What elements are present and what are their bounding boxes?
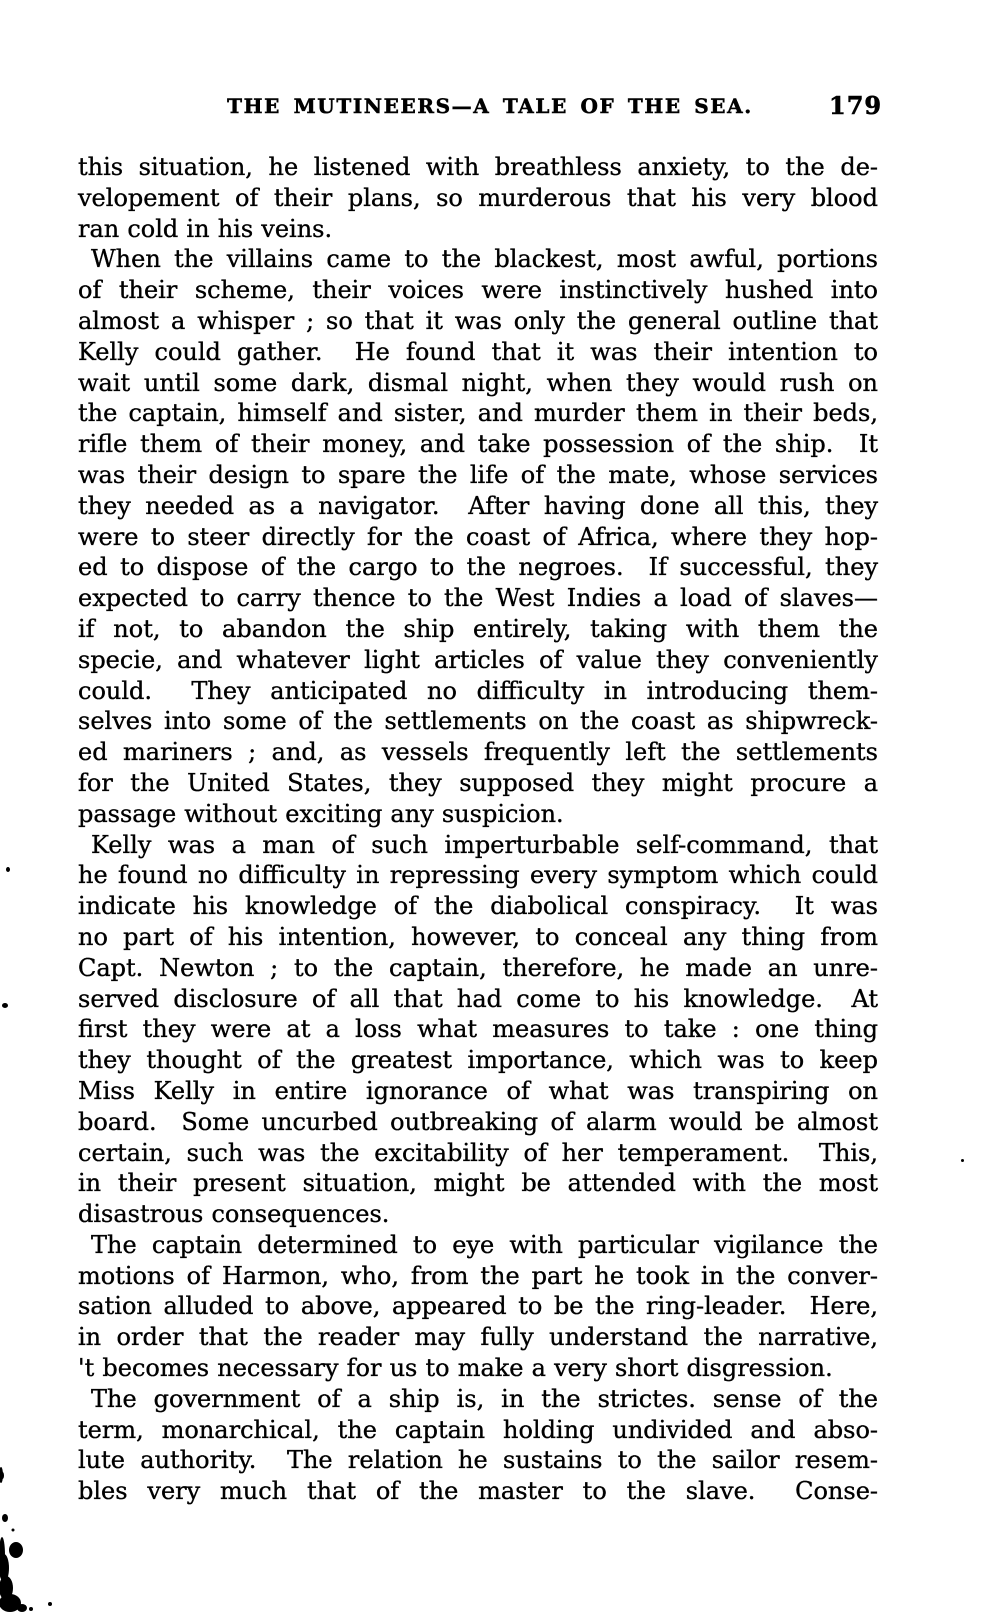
text-line: no part of his intention, however, to conceal any thing from [78, 922, 878, 951]
text-line: ed to dispose of the cargo to the negroes. If successful, they [78, 553, 878, 582]
running-header-title: THE MUTINEERS—A TALE OF THE SEA. [227, 94, 753, 118]
text-line: bles very much that of the master to the slave. Conse- [78, 1477, 878, 1506]
text-line: he found no difficulty in repressing every symptom which could [78, 861, 878, 890]
text-line: wait until some dark, dismal night, when they would rush on [78, 368, 878, 397]
text-line: indicate his knowledge of the diabolical conspiracy. It was [78, 892, 878, 921]
text-line: expected to carry thence to the West Indies a load of slaves— [78, 584, 878, 613]
text-line: passage without exciting any suspicion. [78, 799, 564, 828]
text-line: term, monarchical, the captain holding undivided and abso- [78, 1415, 878, 1444]
text-line: they thought of the greatest importance, which was to keep [78, 1046, 878, 1075]
text-line: almost a whisper ; so that it was only the general outline that [78, 306, 878, 335]
text-line: specie, and whatever light articles of value they conveniently [78, 645, 878, 674]
ink-speck [961, 1159, 964, 1162]
text-line: in order that the reader may fully understand the narrative, [78, 1323, 878, 1352]
text-line: first they were at a loss what measures to take : one thing [78, 1015, 878, 1044]
page-number: 179 [829, 91, 883, 120]
text-line: selves into some of the settlements on the coast as shipwreck- [78, 707, 878, 736]
text-line: of their scheme, their voices were instinctively hushed into [78, 276, 878, 305]
text-line: When the villains came to the blackest, most awful, portions [91, 245, 878, 274]
text-line: certain, such was the excitability of her temperament. This, [78, 1138, 878, 1167]
ink-speck [2, 1003, 8, 1008]
text-line: in their present situation, might be attended with the most [78, 1169, 878, 1198]
text-line: 't becomes necessary for us to make a very short disgression. [78, 1354, 833, 1383]
text-line: for the United States, they supposed they might procure a [78, 768, 878, 797]
text-line: the captain, himself and sister, and murder them in their beds, [78, 399, 878, 428]
text-line: lute authority. The relation he sustains to the sailor resem- [78, 1446, 878, 1475]
text-line: Kelly was a man of such imperturbable self-command, that [91, 830, 878, 859]
text-line: The government of a ship is, in the strictes. sense of the [91, 1384, 878, 1413]
text-line: were to steer directly for the coast of Africa, where they hop- [78, 522, 878, 551]
text-line: Kelly could gather. He found that it was their intention to [78, 337, 878, 366]
text-line: rifle them of their money, and take possession of the ship. It [78, 430, 878, 459]
text-line: could. They anticipated no difficulty in introducing them- [78, 676, 878, 705]
text-line: sation alluded to above, appeared to be the ring-leader. Here, [78, 1292, 878, 1321]
text-line: motions of Harmon, who, from the part he took in the conver- [78, 1261, 878, 1290]
text-line: this situation, he listened with breathless anxiety, to the de- [78, 153, 878, 181]
text-line: was their design to spare the life of the mate, whose services [78, 460, 878, 489]
page-body [78, 152, 878, 1507]
ink-speck [6, 867, 10, 872]
text-line: ran cold in his veins. [78, 214, 333, 243]
text-line: if not, to abandon the ship entirely, taking with them the [78, 614, 878, 643]
text-line: they needed as a navigator. After having done all this, they [78, 491, 878, 520]
text-line: velopement of their plans, so murderous that his very blood [78, 183, 878, 212]
text-line: Capt. Newton ; to the captain, therefore, he made an unre- [78, 953, 878, 982]
text-line: ed mariners ; and, as vessels frequently left the settlements [78, 738, 878, 767]
text-line: disastrous consequences. [78, 1200, 390, 1229]
text-line: board. Some uncurbed outbreaking of alarm would be almost [78, 1107, 878, 1136]
text-line: The captain determined to eye with particular vigilance the [91, 1230, 878, 1259]
text-line: Miss Kelly in entire ignorance of what was transpiring on [78, 1076, 878, 1105]
text-line: served disclosure of all that had come to his knowledge. At [78, 984, 878, 1013]
ink-smudge [0, 1460, 70, 1612]
running-header [0, 91, 1000, 120]
